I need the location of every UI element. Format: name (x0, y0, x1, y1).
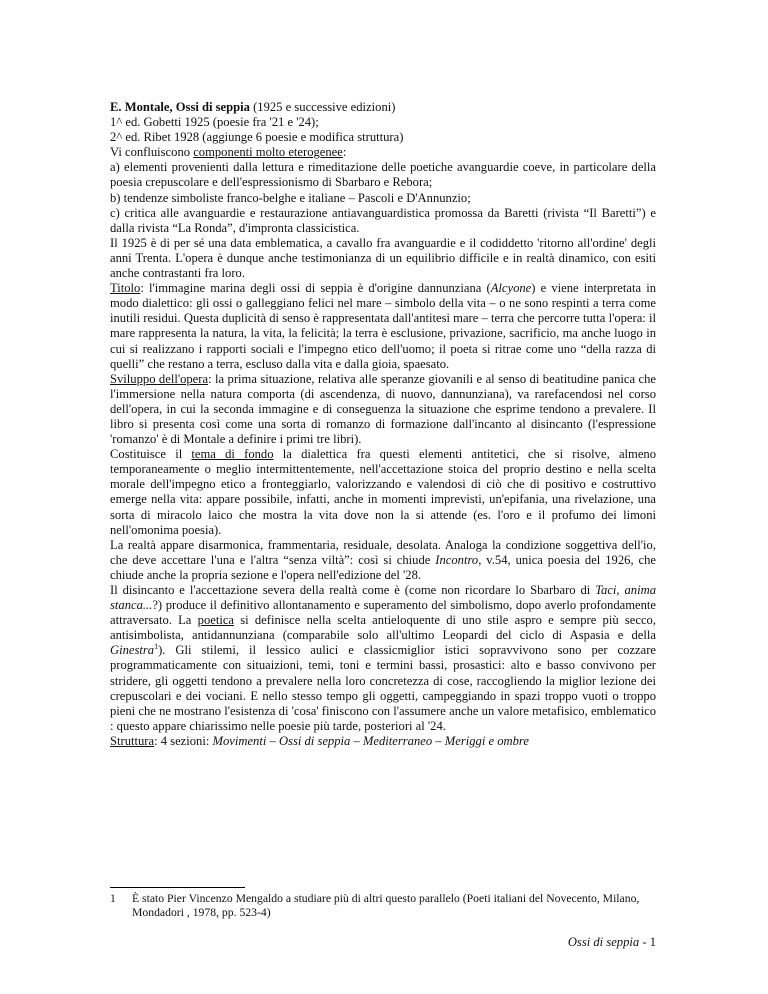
paragraph-sviluppo (110, 372, 656, 447)
disincanto-text-a: Il disincanto e l'accettazione severa della realtà come è (come non ricordare lo Sbarbaro di (110, 583, 596, 597)
document-body (110, 100, 656, 749)
disincanto-ginestra: Ginestra (110, 643, 155, 658)
titolo-label: Titolo (110, 281, 141, 296)
paragraph-disincanto (110, 583, 656, 734)
footnote-text: È stato Pier Vincenzo Mengaldo a studiare più di altri questo parallelo (Poeti italiani del Novecento, Milano, Mondadori , 1978, pp. 523-4) (132, 892, 640, 919)
struttura-label: Struttura (110, 733, 155, 748)
edition-line-2: 2^ ed. Ribet 1928 (aggiunge 6 poesie e modifica struttura) (110, 130, 404, 145)
disincanto-text-c: si definisce nella scelta antieloquente di uno stile aspro e sempre più secco, antisimbolista, antidannunziana (comparabile solo all'ultimo Leopardi del ciclo di Aspasia e della (110, 613, 656, 643)
disincanto-text-b: ?) produce il definitivo allontanamento e superamento del simbolismo, dopo averlo profondamente attraversato. La (110, 598, 656, 628)
disincanto-taci: Taci, anima stanca... (110, 583, 656, 613)
realta-incontro: Incontro (435, 552, 479, 567)
components-underlined: componenti molto eterogenee (193, 145, 343, 160)
footnote-divider (110, 887, 245, 888)
disincanto-poetica: poetica (197, 613, 235, 628)
components-colon: : (342, 145, 347, 160)
edition-line-1: 1^ ed. Gobetti 1925 (poesie fra '21 e '24); (110, 115, 319, 130)
title-rest: (1925 e successive edizioni) (249, 100, 396, 114)
tema-underlined: tema di fondo (191, 447, 274, 462)
paragraph-1925: Il 1925 è di per sé una data emblematica, a cavallo fra avanguardie e il codiddetto 'ritorno all'ordine' degli anni Trenta. L'opera è dunque anche testimonianza di un equilibrio difficile e in realtà dinamico, con esiti anche contrastanti fra loro. (110, 235, 656, 281)
page-footer-title: Ossi di seppia (567, 935, 640, 949)
paragraph-struttura (110, 734, 656, 749)
paragraph-titolo (110, 281, 656, 372)
realta-text-b: , v.54, unica poesia del 1926, che chiude anche la propria sezione e l'opera nell'edizione del '28. (110, 552, 657, 582)
list-item-c: c) critica alle avanguardie e restaurazione antiavanguardistica promossa da Baretti (rivista “Il Baretti”) e dalla rivista “La Ronda”, d'impronta classicistica. (110, 205, 656, 235)
sviluppo-label: Sviluppo dell'opera (110, 371, 209, 386)
struttura-text: : 4 sezioni: (154, 733, 213, 748)
title-bold: E. Montale, Ossi di seppia (110, 100, 250, 114)
paragraph-tema (110, 447, 656, 538)
titolo-text-b: ) e viene interpretata in modo dialettico: gli ossi o galleggiano felici nel mare – simbolo della vita – o ne sono respinti a terra come inutili residui. Questa duplicità di senso è rappresentata dall'antitesi mare – terra che percorre tutta l'opera: il mare rappresenta la natura, la vita, la felicità; la terra è esclusione, privazione, sacrificio, ma anche luogo in cui si realizzano i rapporti sociali e l'impegno etico dell'uomo; il poeta si ritrae come uno “della razza di quelli” che restano a terra, escluso dalla vita e dalla gioia, spaesato. (110, 281, 656, 371)
realta-text-a: La realtà appare disarmonica, frammentaria, residuale, desolata. Analoga la condizione soggettiva dell'io, che deve accettare l'una e l'altra “senza viltà”: così si chiude (110, 537, 656, 567)
disincanto-text-d: ). Gli stilemi, il lessico aulici e classicmiglior istici sopravvivono sono per cozzare programmaticamente con situaizioni, temi, toni e termini bassi, prosastici: alto e basso convivono per stridere, gli oggetti tendono a prevalere nella loro concretezza di cose, raccogliendo la miglior lezione dei crepuscolari e dei vociani. E nello stesso tempo gli oggetti, campeggiando in spazi troppo vuoti o troppo pieni che ne mostrano l'esistenza di 'cosa' finiscono con l'assumere anche un valore metafisico, emblematico : questo appare chiarissimo nelle poesie più tarde, posteriori al '24. (110, 643, 656, 733)
document-title (110, 100, 656, 115)
footnote-number: 1 (110, 892, 116, 905)
footnote (110, 892, 656, 920)
titolo-alcyone: Alcyone (490, 281, 532, 296)
components-intro: Vi confluiscono (110, 145, 194, 160)
paragraph-realta (110, 538, 656, 583)
footnote-reference[interactable]: 1 (154, 642, 159, 652)
titolo-text-a: : l'immagine marina degli ossi di seppia è d'origine dannunziana ( (140, 281, 491, 296)
sviluppo-text: : la prima situazione, relativa alle speranze giovanili e al senso di beatitudine panica che l'immersione nella natura comporta (di ascendenza, di nuovo, dannunziana), va rarefacendosi nel corso dell'opera, in cui la seconda immagine e di conseguenza la situazione che esprime tendono a prevalere. Il libro si presenta così come una sorta di romanzo di formazione dall'incanto al disincanto (l'espressione 'romanzo' è di Montale a definire i primi tre libri). (110, 371, 656, 447)
list-item-a: a) elementi provenienti dalla lettura e rimeditazione delle poetiche avanguardie coeve, in particolare della poesia crepuscolare e dell'espressionismo di Sbarbaro e Rebora; (110, 160, 656, 190)
list-item-b: b) tendenze simboliste franco-belghe e italiane – Pascoli e D'Annunzio; (110, 190, 471, 205)
page-footer (568, 935, 656, 950)
components-line (110, 145, 656, 160)
tema-text-a: Costituisce il (110, 447, 192, 462)
tema-text-b: la dialettica fra questi elementi antitetici, che si risolve, almeno temporaneamente o meglio intermittentemente, nell'accettazione stoica del proprio destino e nella scelta morale dell'impegno etico a fronteggiarlo, valorizzando e valendosi di ciò che di positivo e costruttivo emerge nella vita: appare possibile, infatti, anche in momenti imprevisti, un'epifania, una rivelazione, una sorta di miracolo laico che mostra la vita dove non la si attende (es. l'oro e il profumo dei limoni nell'omonima poesia). (110, 447, 657, 537)
page-number: - 1 (639, 935, 656, 949)
struttura-sections: Movimenti – Ossi di seppia – Mediterraneo – Meriggi e ombre (212, 733, 529, 748)
